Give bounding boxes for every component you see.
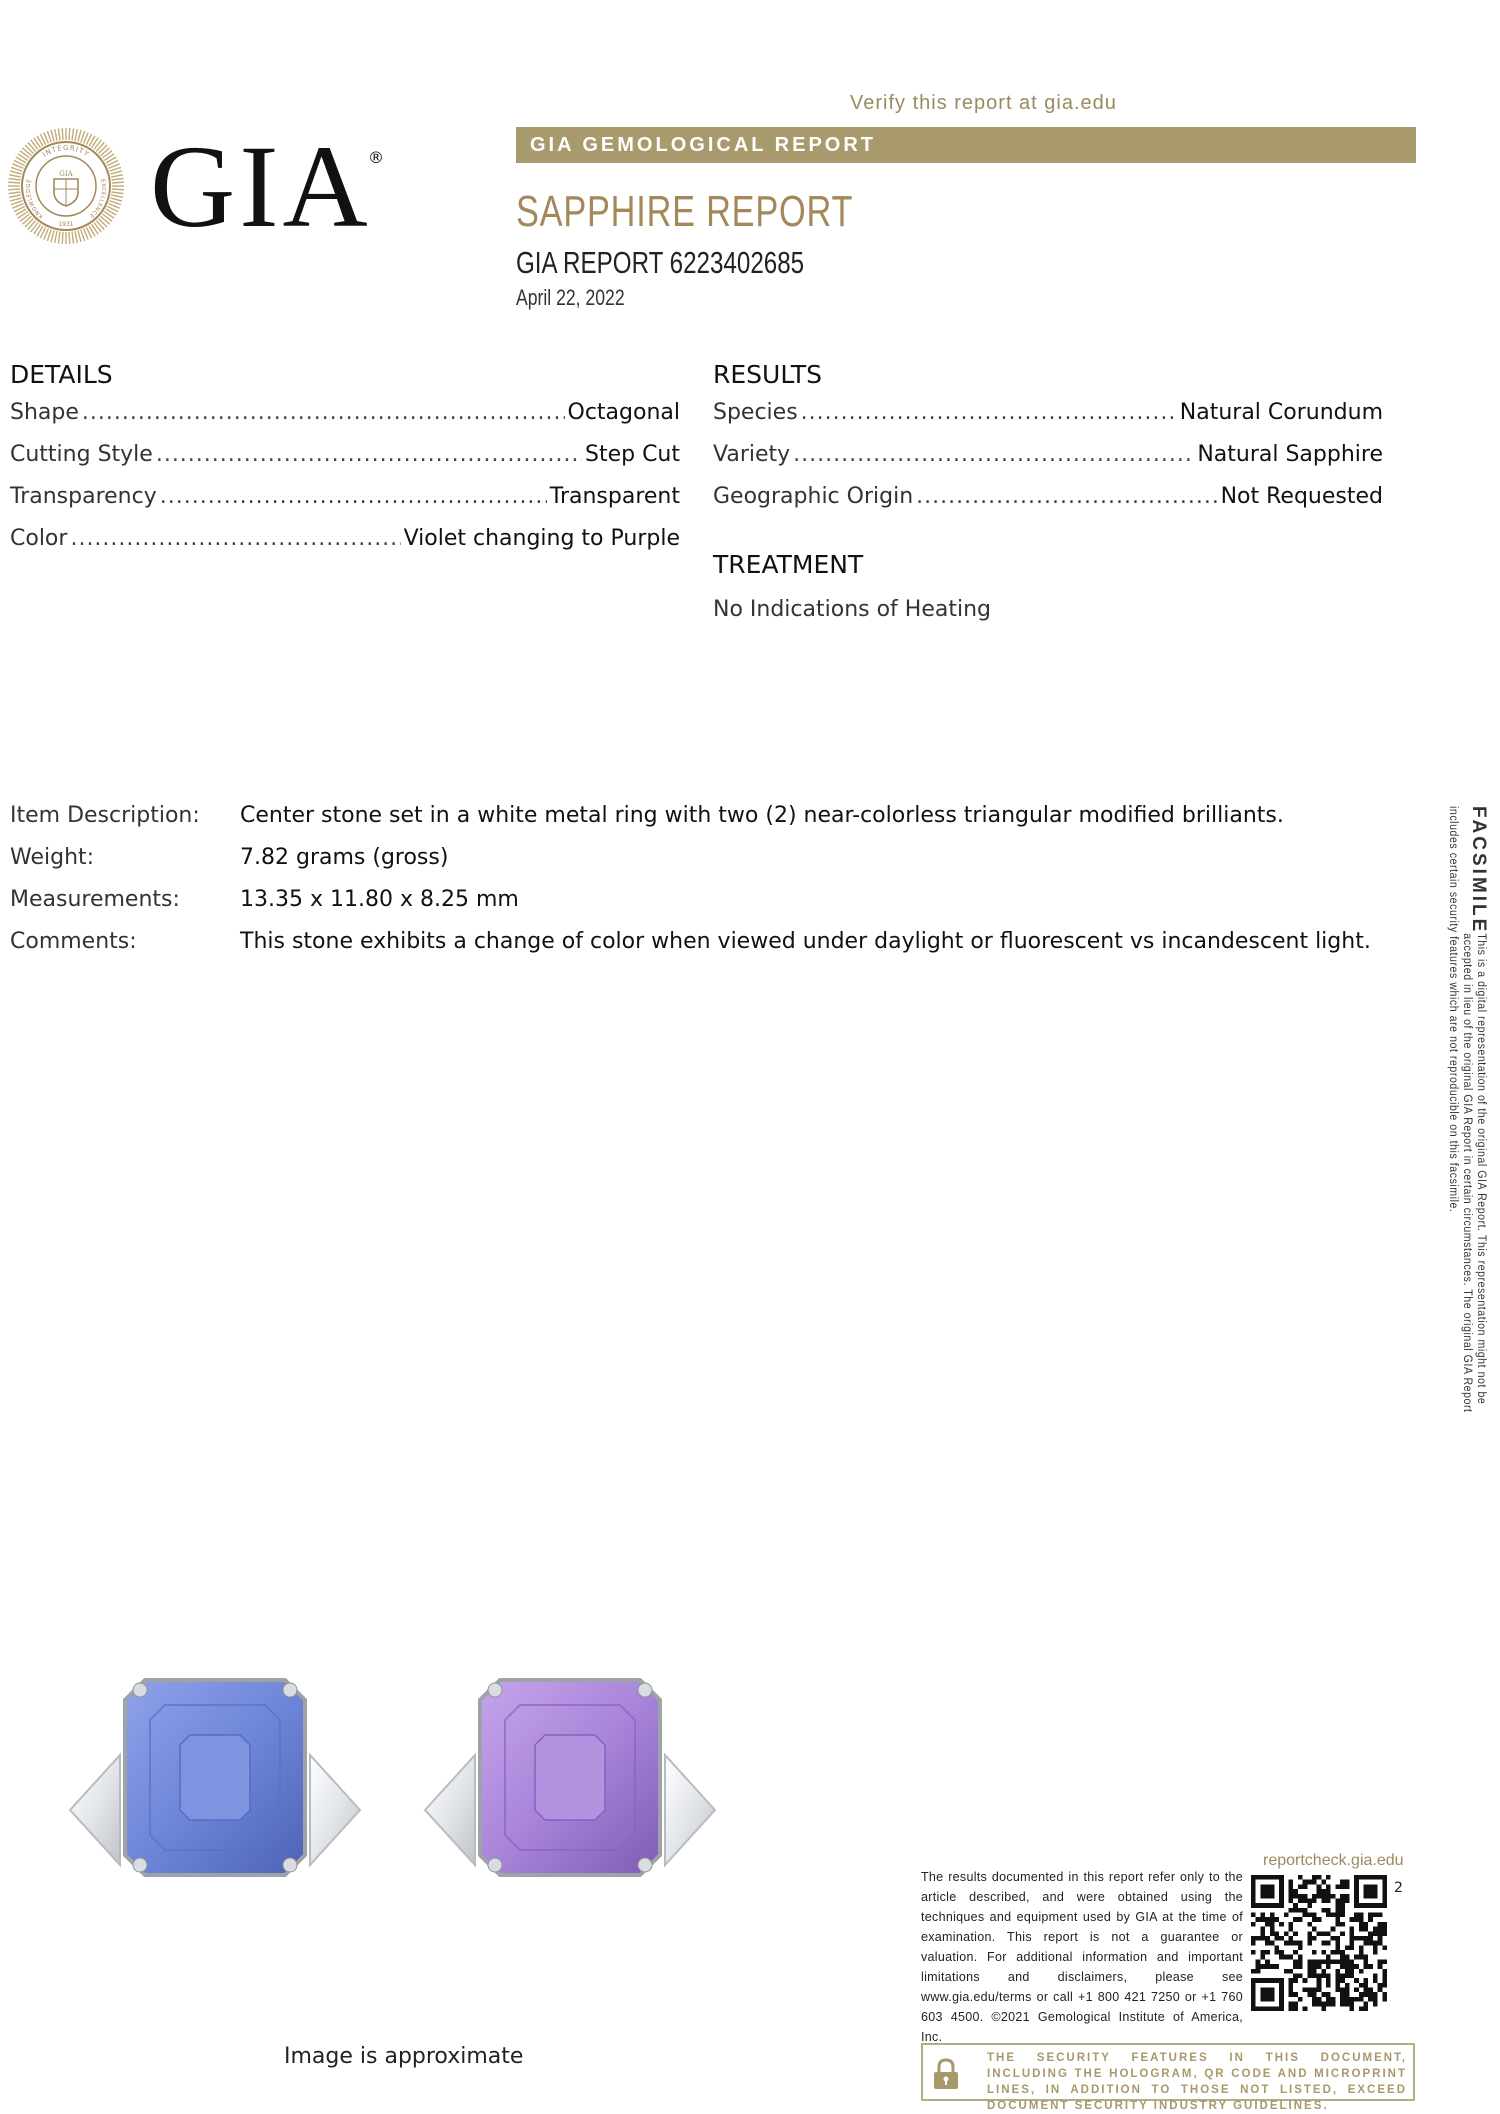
detail-value: Transparent (549, 484, 680, 509)
info-value: 13.35 x 11.80 x 8.25 mm (240, 887, 519, 912)
report-date: April 22, 2022 (516, 285, 625, 310)
results-section (713, 360, 1383, 526)
detail-value: Step Cut (584, 442, 680, 467)
disclaimer-text: The results documented in this report refer only to the article described, and were obtained using the techniques and equipment used by GIA at the time of examination. This report is not a guarantee or valuation. For additional information and important limitations and disclaimers, please see www.gia.edu/terms or call +1 800 421 7250 or +1 760 603 4500. ©2021 Gemological Institute of America, Inc. (921, 1870, 1243, 2044)
facsimile-text: This is a digital representation of the original GIA Report. This representation might not be accepted in lieu of the original GIA Report in certain circumstances. The original GIA Report includes certain security features which are not reproducible on this facsimile. (1447, 806, 1487, 1413)
detail-label: Shape (10, 400, 79, 425)
security-text: THE SECURITY FEATURES IN THIS DOCUMENT, INCLUDING THE HOLOGRAM, QR CODE AND MICROPRINT LINES, IN ADDITION TO THOSE NOT LISTED, EXCEED DOCUMENT SECURITY INDUSTRY GUIDELINES. (987, 2052, 1407, 2112)
results-row (713, 484, 1383, 526)
detail-label: Cutting Style (10, 442, 153, 467)
treatment-value: No Indications of Heating (713, 597, 991, 622)
reportcheck-link[interactable]: reportcheck.gia.edu (1263, 1852, 1404, 1869)
report-banner: GIA GEMOLOGICAL REPORT (516, 127, 1416, 163)
ring-purple-image (425, 1680, 715, 1875)
lock-icon (931, 2057, 961, 2091)
facsimile-notice (1428, 806, 1488, 1466)
qr-code-icon[interactable] (1251, 1875, 1387, 2011)
ring-images (60, 1650, 740, 1890)
info-row (10, 887, 1390, 929)
seal-right-text: EXCELLENCE (87, 178, 107, 219)
result-label: Geographic Origin (713, 484, 914, 509)
details-row (10, 442, 680, 484)
report-type-title: SAPPHIRE REPORT (516, 187, 854, 236)
seal-left-text: KNOWLEDGE (25, 178, 45, 220)
result-value: Not Requested (1220, 484, 1383, 509)
image-caption: Image is approximate (284, 2044, 524, 2069)
info-row (10, 845, 1390, 887)
seal-top-text: INTEGRITY (41, 143, 91, 159)
results-title: RESULTS (713, 360, 822, 389)
info-label: Measurements: (10, 887, 180, 912)
detail-label: Transparency (10, 484, 157, 509)
info-value: Center stone set in a white metal ring with two (2) near-colorless triangular modified brilliants. (240, 803, 1284, 828)
detail-value: Octagonal (567, 400, 680, 425)
gia-wordmark: GIA (150, 121, 372, 252)
results-row (713, 442, 1383, 484)
info-row (10, 929, 1390, 971)
facsimile-title: FACSIMILE (1468, 806, 1489, 935)
info-row (10, 803, 1390, 845)
result-value: Natural Sapphire (1197, 442, 1383, 467)
detail-value: Violet changing to Purple (403, 526, 680, 551)
details-row (10, 400, 680, 442)
registered-mark: ® (368, 148, 384, 167)
info-label: Comments: (10, 929, 137, 954)
seal-year-text: 1931 (58, 221, 74, 228)
ring-blue-image (70, 1680, 360, 1875)
details-row (10, 484, 680, 526)
info-label: Item Description: (10, 803, 200, 828)
report-number: GIA REPORT 6223402685 (516, 245, 805, 280)
seal-inner-text: GIA (59, 170, 73, 178)
security-notice (921, 2043, 1415, 2112)
result-value: Natural Corundum (1179, 400, 1383, 425)
info-label: Weight: (10, 845, 95, 870)
results-row (713, 400, 1383, 442)
details-row (10, 526, 680, 568)
verify-link[interactable]: Verify this report at gia.edu (850, 92, 1117, 114)
info-value: 7.82 grams (gross) (240, 845, 449, 870)
gia-seal-icon (6, 126, 126, 246)
page-number: 2 (1394, 1880, 1403, 1896)
item-info-section (10, 803, 1390, 971)
details-title: DETAILS (10, 360, 113, 389)
details-section (10, 360, 680, 568)
result-label: Variety (713, 442, 791, 467)
result-label: Species (713, 400, 798, 425)
treatment-title: TREATMENT (713, 550, 864, 579)
detail-label: Color (10, 526, 68, 551)
info-value: This stone exhibits a change of color when viewed under daylight or fluorescent vs incandescent light. (240, 929, 1371, 954)
